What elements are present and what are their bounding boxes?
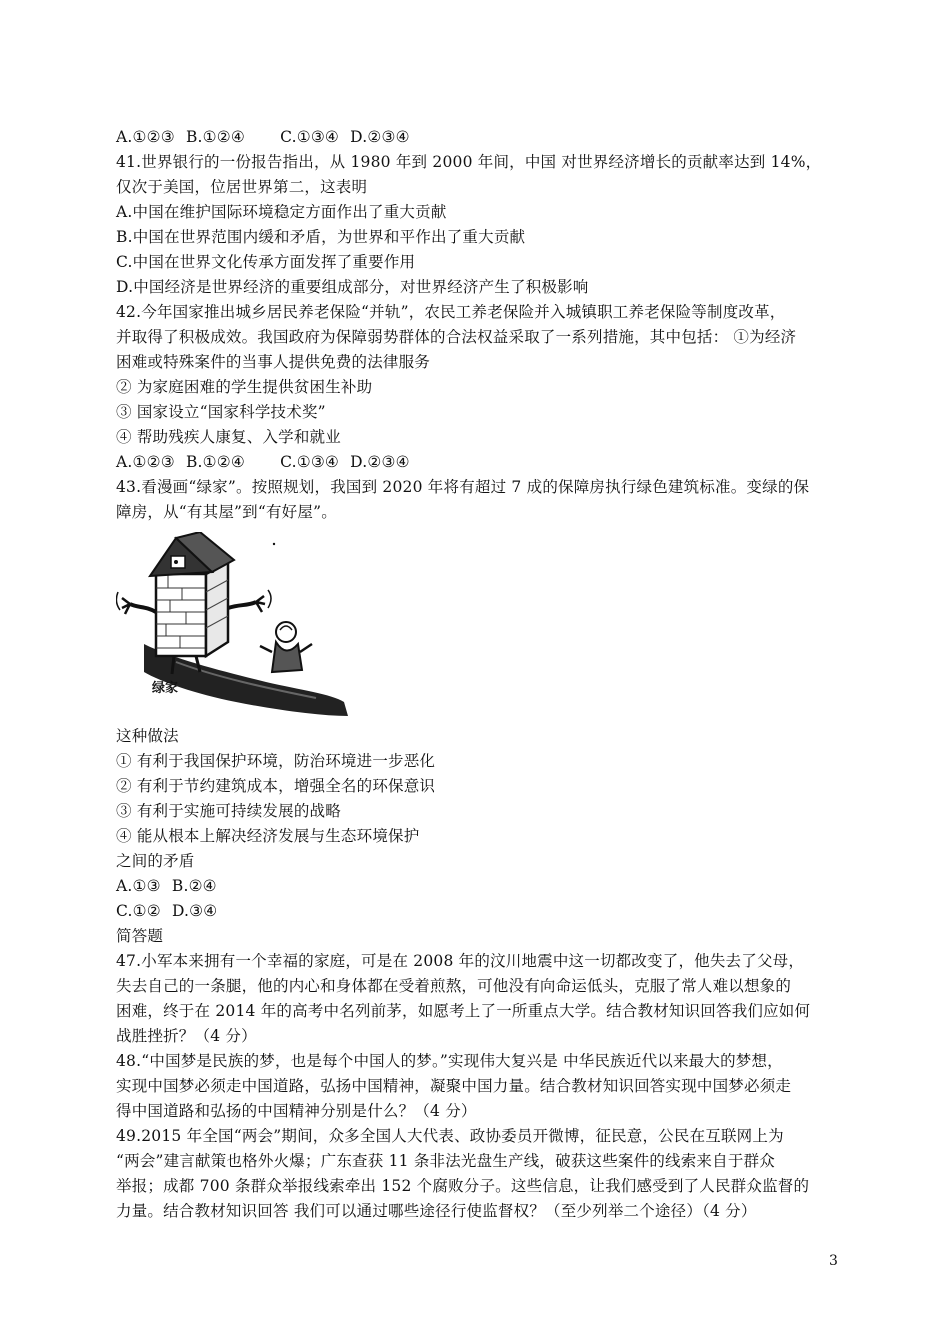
q48-line: 实现中国梦必须走中国道路，弘扬中国精神，凝聚中国力量。结合教材知识回答实现中国梦必须走 [116,1077,792,1095]
q43-stem-line: 障房，从“有其屋”到“有好屋”。 [116,503,337,521]
q40-option-c: C.①③④ [280,128,340,146]
q47-line: 困难，终于在 2014 年的高考中名列前茅，如愿考上了一所重点大学。结合教材知识回答我们应如何 [116,1002,811,1020]
q43-item-4: ④ 能从根本上解决经济发展与生态环境保护 [116,827,420,845]
q43-options-row1 [116,876,217,896]
q43-option-c: C.①② [116,902,161,920]
q40-option-a: A.①②③ [116,128,175,146]
page-number: 3 [829,1253,838,1269]
q41-option-d: D.中国经济是世界经济的重要组成部分，对世界经济产生了积极影响 [116,278,589,296]
q43-option-b: B.②④ [171,877,217,895]
q42-options [116,452,410,472]
section-title: 简答题 [116,927,164,945]
q40-options [116,127,410,147]
q41-option-a: A.中国在维护国际环境稳定方面作出了重大贡献 [116,203,447,221]
q42-option-d: D.②③④ [350,453,410,471]
q41-stem-line: 41.世界银行的一份报告指出，从 1980 年到 2000 年间，中国 对世界经济增长的贡献率达到 14%， [116,153,822,171]
q42-stem-line: 困难或特殊案件的当事人提供免费的法律服务 [116,353,431,371]
q42-option-b: B.①②④ [185,453,245,471]
q47-line: 战胜挫折？（4 分） [116,1027,257,1045]
q41-option-b: B.中国在世界范围内缓和矛盾，为世界和平作出了重大贡献 [116,228,526,246]
q43-item-3: ③ 有利于实施可持续发展的战略 [116,802,341,820]
q43-item-2: ② 有利于节约建筑成本，增强全名的环保意识 [116,777,436,795]
q43-stem-line: 43.看漫画“绿家”。按照规划，我国到 2020 年将有超过 7 成的保障房执行绿色建筑标准。变绿的保 [116,478,810,496]
q42-stem-line: 并取得了积极成效。我国政府为保障弱势群体的合法权益采取了一系列措施，其中包括： ①为经济 [116,328,797,346]
q48-line: 48.“中国梦是民族的梦，也是每个中国人的梦。”实现伟大复兴是 中华民族近代以来最大的梦想， [116,1052,783,1070]
q43-lead: 这种做法 [116,727,179,745]
q41-stem-line: 仅次于美国，位居世界第二，这表明 [116,178,368,196]
q40-option-b: B.①②④ [185,128,245,146]
q43-option-d: D.③④ [171,902,218,920]
cartoon-caption: 绿家 [152,681,179,696]
q42-stem-line: 42.今年国家推出城乡居民养老保险“并轨”，农民工养老保险并入城镇职工养老保险等制度改革， [116,303,786,321]
green-home-cartoon [116,532,352,718]
q43-item-1: ① 有利于我国保护环境，防治环境进一步恶化 [116,752,436,770]
q49-line: 举报；成都 700 条群众举报线索牵出 152 个腐败分子。这些信息，让我们感受到了人民群众监督的 [116,1177,810,1195]
q47-line: 失去自己的一条腿，他的内心和身体都在受着煎熬，可他没有向命运低头，克服了常人难以想象的 [116,977,792,995]
q43-item-4-cont: 之间的矛盾 [116,852,195,870]
q42-item-2: ② 为家庭困难的学生提供贫困生补助 [116,378,373,396]
q49-line: “两会”建言献策也格外火爆；广东查获 11 条非法光盘生产线，破获这些案件的线索来自于群众 [116,1152,775,1170]
q42-item-3: ③ 国家设立“国家科学技术奖” [116,403,326,421]
q40-option-d: D.②③④ [350,128,410,146]
q43-options-row2 [116,901,217,921]
q49-line: 力量。结合教材知识回答 我们可以通过哪些途径行使监督权？（至少列举二个途径）（4 分） [116,1202,757,1220]
q48-line: 得中国道路和弘扬的中国精神分别是什么？（4 分） [116,1102,477,1120]
q47-line: 47.小军本来拥有一个幸福的家庭，可是在 2008 年的汶川地震中这一切都改变了，他失去了父母， [116,952,805,970]
q49-line: 49.2015 年全国“两会”期间，众多全国人大代表、政协委员开微博，征民意，公民在互联网上为 [116,1127,784,1145]
q41-option-c: C.中国在世界文化传承方面发挥了重要作用 [116,253,416,271]
q42-option-a: A.①②③ [116,453,175,471]
q43-option-a: A.①③ [116,877,161,895]
q42-option-c: C.①③④ [280,453,340,471]
q42-item-4: ④ 帮助残疾人康复、入学和就业 [116,428,341,446]
